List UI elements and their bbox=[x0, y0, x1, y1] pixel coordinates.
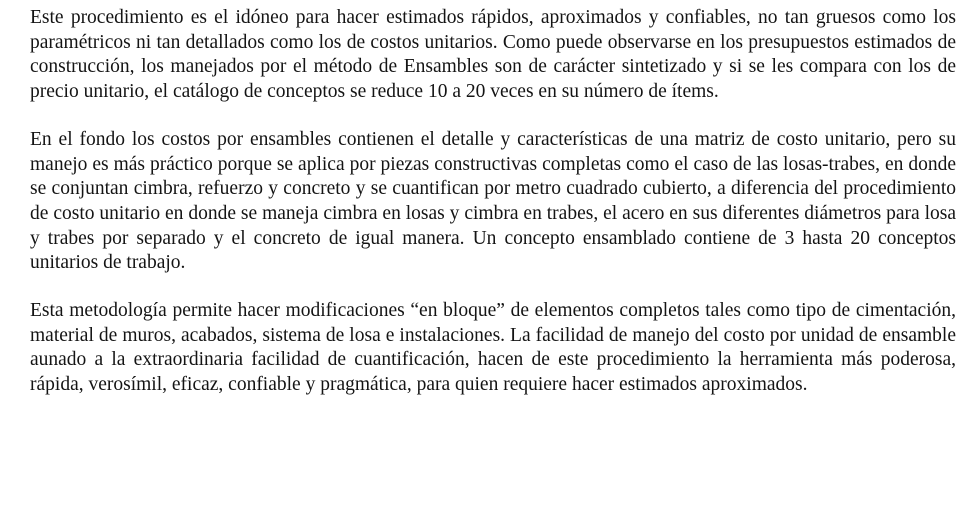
document-body bbox=[30, 6, 956, 398]
paragraph-estimates-intro: Este procedimiento es el idóneo para hacer estimados rápidos, aproximados y confiables, no tan gruesos como los paramétricos ni tan detallados como los de costos unitarios. Como puede observarse en los presupuestos estimados de construcción, los manejados por el método de Ensambles son de carácter sintetizado y si se les compara con los de precio unitario, el catálogo de conceptos se reduce 10 a 20 veces en su número de ítems. bbox=[30, 7, 956, 103]
paragraph-ensamble-costs: En el fondo los costos por ensambles contienen el detalle y características de una matriz de costo unitario, pero su manejo es más práctico porque se aplica por piezas constructivas completas como el caso de las losas-trabes, en donde se conjuntan cimbra, refuerzo y concreto y se cuantifican por metro cuadrado cubierto, a diferencia del procedimiento de costo unitario en donde se maneja cimbra en losas y cimbra en trabes, el acero en sus diferentes diámetros para losa y trabes por separado y el concreto de igual manera. Un concepto ensamblado contiene de 3 hasta 20 conceptos unitarios de trabajo. bbox=[30, 128, 956, 274]
paragraph-methodology: Esta metodología permite hacer modificaciones “en bloque” de elementos completos tales como tipo de cimentación, material de muros, acabados, sistema de losa e instalaciones. La facilidad de manejo del costo por unidad de ensamble aunado a la extraordinaria facilidad de cuantificación, hacen de este procedimiento la herramienta más poderosa, rápida, verosímil, eficaz, confiable y pragmática, para quien requiere hacer estimados aproximados. bbox=[30, 300, 956, 396]
